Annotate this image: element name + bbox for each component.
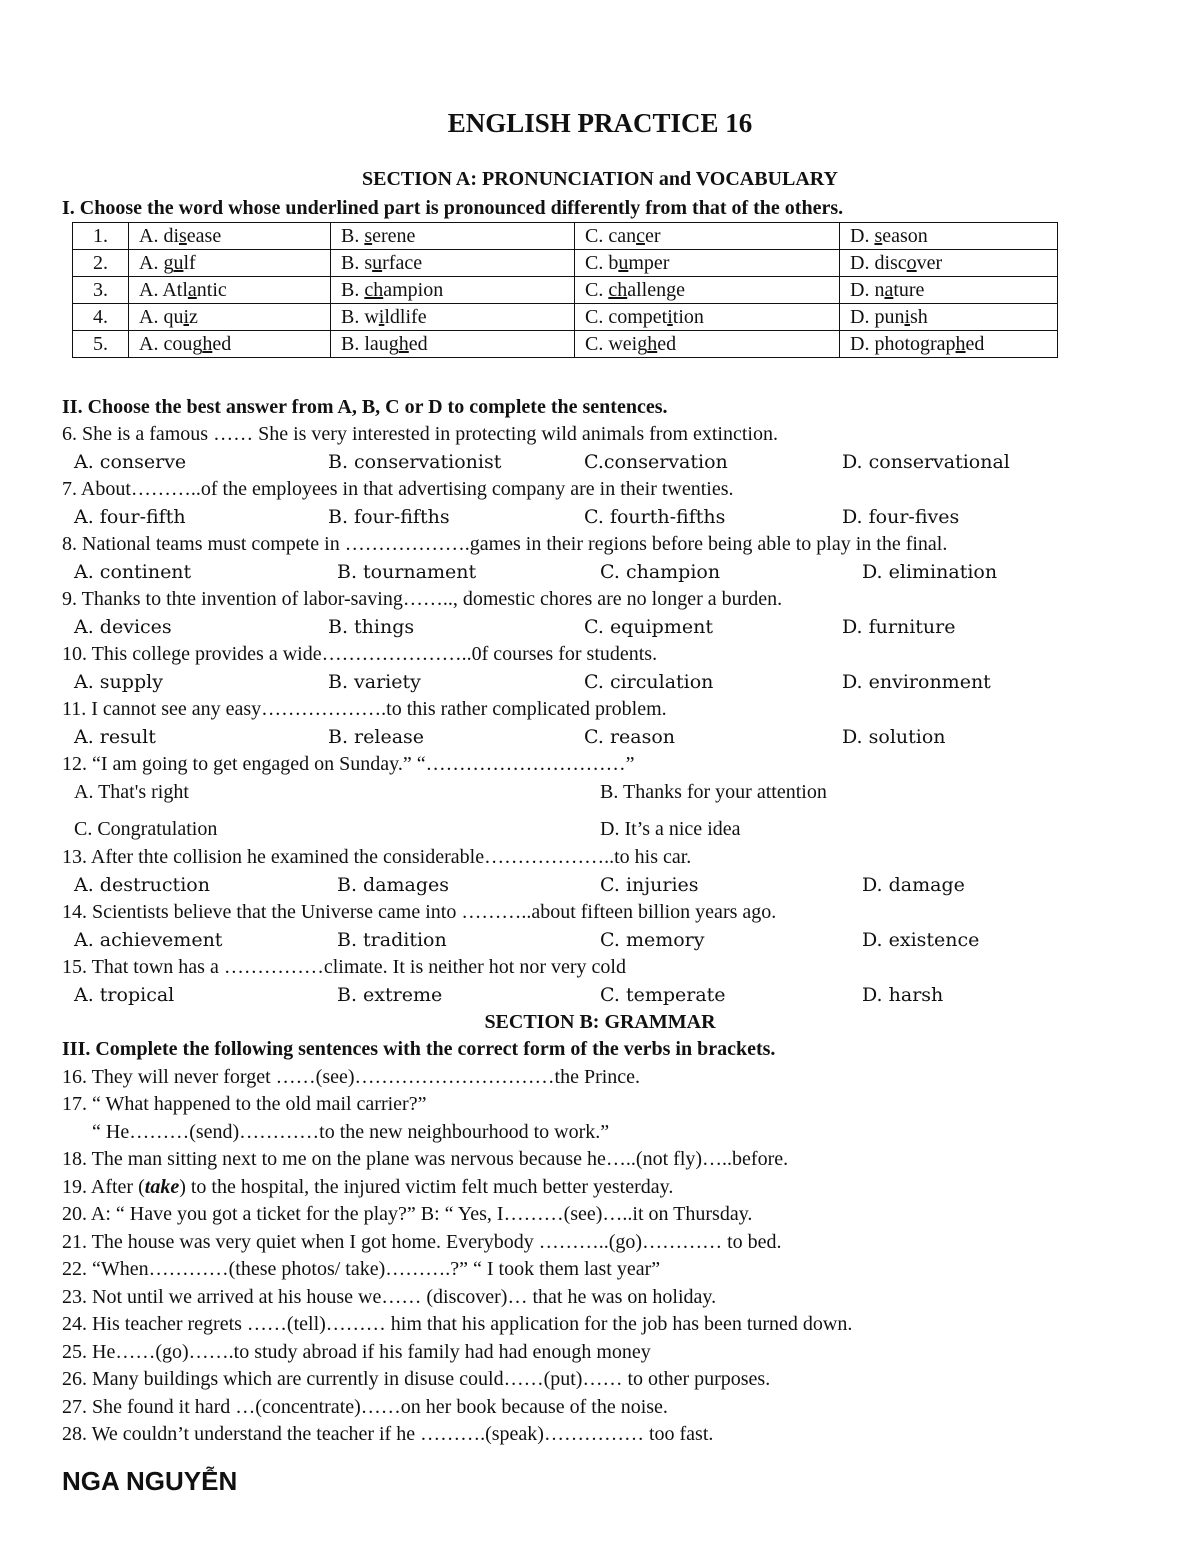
answer-option: A. destruction xyxy=(74,874,210,896)
underlined-part: s xyxy=(179,224,187,247)
question-text: 8. National teams must compete in ……………….games in their regions before being able to play in the final. xyxy=(62,533,948,555)
pronunciation-table xyxy=(72,222,1058,358)
question-text: 11. I cannot see any easy……………….to this rather complicated problem. xyxy=(62,698,667,720)
option-c: C. cancer xyxy=(575,223,840,250)
option-b: B. champion xyxy=(331,277,575,304)
question-number: 4. xyxy=(73,304,129,331)
option-d: D. discover xyxy=(840,250,1058,277)
underlined-part: h xyxy=(398,332,409,355)
answer-option: D. damage xyxy=(862,874,965,896)
answer-option: D. furniture xyxy=(842,616,956,638)
answer-option: A. devices xyxy=(74,616,172,638)
option-b: B. wildlife xyxy=(331,304,575,331)
answer-option: B. conservationist xyxy=(328,451,502,473)
underlined-part: h xyxy=(955,332,966,355)
answer-option: B. damages xyxy=(337,874,450,896)
answer-option: D. environment xyxy=(842,671,991,693)
section-b-heading: SECTION B: GRAMMAR xyxy=(484,1011,716,1033)
answer-option: D. conservational xyxy=(842,451,1010,473)
answer-option: C. Congratulation xyxy=(74,818,218,840)
grammar-sentence: 17. “ What happened to the old mail carrier?” xyxy=(62,1093,427,1115)
underlined-part: i xyxy=(904,305,911,328)
author-name: NGA NGUYỄN xyxy=(62,1466,238,1496)
grammar-sentence: 21. The house was very quiet when I got home. Everybody ………..(go)………… to bed. xyxy=(62,1231,782,1253)
answer-option: D. elimination xyxy=(862,561,998,583)
answer-option: D. harsh xyxy=(862,984,944,1006)
grammar-sentence: 22. “When…………(these photos/ take)……….?” “ I took them last year” xyxy=(62,1258,661,1280)
answer-option: D. four-fives xyxy=(842,506,960,528)
option-d: D. photographed xyxy=(840,331,1058,358)
answer-option: C. injuries xyxy=(600,874,699,896)
question-text: 10. This college provides a wide…………………..0f courses for students. xyxy=(62,643,658,665)
grammar-sentence: 25. He……(go)…….to study abroad if his family had had enough money xyxy=(62,1341,651,1363)
answer-option: B. tournament xyxy=(337,561,477,583)
answer-option: A. achievement xyxy=(74,929,223,951)
table-row xyxy=(73,331,1058,358)
answer-option: D. It’s a nice idea xyxy=(600,818,741,840)
option-b: B. laughed xyxy=(331,331,575,358)
option-a: A. disease xyxy=(129,223,331,250)
answer-option: A. continent xyxy=(74,561,192,583)
underlined-part: a xyxy=(187,278,197,301)
question-text: 14. Scientists believe that the Universe came into ………..about fifteen billion years ago. xyxy=(62,901,777,923)
answer-option: C. equipment xyxy=(584,616,713,638)
option-c: C. competition xyxy=(575,304,840,331)
option-a: A. Atlantic xyxy=(129,277,331,304)
part2-heading: II. Choose the best answer from A, B, C or D to complete the sentences. xyxy=(62,396,668,418)
option-b: B. serene xyxy=(331,223,575,250)
grammar-sentence: 26. Many buildings which are currently in disuse could……(put)…… to other purposes. xyxy=(62,1368,771,1390)
question-text: 15. That town has a ……………climate. It is neither hot nor very cold xyxy=(62,956,626,978)
option-c: C. challenge xyxy=(575,277,840,304)
part1-heading: I. Choose the word whose underlined part is pronounced differently from that of the others. xyxy=(62,197,844,219)
answer-option: A. result xyxy=(74,726,156,748)
grammar-sentence: 24. His teacher regrets ……(tell)……… him that his application for the job has been turned down. xyxy=(62,1313,853,1335)
question-number: 3. xyxy=(73,277,129,304)
answer-option: C. circulation xyxy=(584,671,714,693)
question-text: 13. After thte collision he examined the considerable………………..to his car. xyxy=(62,846,692,868)
table-row xyxy=(73,304,1058,331)
option-c: C. bumper xyxy=(575,250,840,277)
question-text: 9. Thanks to thte invention of labor-saving…….., domestic chores are no longer a burden. xyxy=(62,588,783,610)
option-c: C. weighed xyxy=(575,331,840,358)
answer-option: A. conserve xyxy=(74,451,187,473)
answer-option: B. variety xyxy=(328,671,421,693)
answer-option: D. existence xyxy=(862,929,980,951)
answer-option: B. extreme xyxy=(337,984,443,1006)
answer-option: C. fourth-fifths xyxy=(584,506,726,528)
option-d: D. nature xyxy=(840,277,1058,304)
option-b: B. surface xyxy=(331,250,575,277)
question-text: 7. About………..of the employees in that advertising company are in their twenties. xyxy=(62,478,734,500)
part3-heading: III. Complete the following sentences with the correct form of the verbs in brackets. xyxy=(62,1038,776,1060)
answer-option: A. That's right xyxy=(74,781,189,803)
grammar-sentence: 16. They will never forget ……(see)…………………………the Prince. xyxy=(62,1066,641,1088)
page-title: ENGLISH PRACTICE 16 xyxy=(447,108,753,138)
underlined-part: s xyxy=(364,224,373,247)
answer-option: A. four-fifth xyxy=(74,506,186,528)
grammar-sentence: “ He………(send)…………to the new neighbourhood to work.” xyxy=(92,1121,610,1143)
answer-option: C. memory xyxy=(600,929,705,951)
section-a-heading: SECTION A: PRONUNCIATION and VOCABULARY xyxy=(361,168,838,190)
answer-option: B. four-fifths xyxy=(328,506,450,528)
table-row xyxy=(73,250,1058,277)
answer-option: A. supply xyxy=(74,671,163,693)
question-text: 12. “I am going to get engaged on Sunday.” “…………………………” xyxy=(62,753,635,775)
underlined-part: i xyxy=(667,305,673,328)
table-row xyxy=(73,277,1058,304)
answer-option: A. tropical xyxy=(74,984,175,1006)
grammar-sentence: 27. She found it hard …(concentrate)……on her book because of the noise. xyxy=(62,1396,668,1418)
grammar-sentence: 20. A: “ Have you got a ticket for the play?” B: “ Yes, I………(see)…..it on Thursday. xyxy=(62,1203,753,1225)
grammar-sentence: 19. After (take) to the hospital, the injured victim felt much better yesterday. xyxy=(62,1176,674,1198)
answer-option: C. temperate xyxy=(600,984,726,1006)
option-a: A. quiz xyxy=(129,304,331,331)
underlined-part: u xyxy=(372,251,383,274)
answer-option: B. release xyxy=(328,726,425,748)
underlined-part: i xyxy=(183,305,190,328)
answer-option: D. solution xyxy=(842,726,946,748)
option-d: D. punish xyxy=(840,304,1058,331)
underlined-part: h xyxy=(202,332,213,355)
answer-option: B. Thanks for your attention xyxy=(600,781,827,803)
underlined-part: c xyxy=(636,224,645,247)
grammar-sentence: 18. The man sitting next to me on the plane was nervous because he…..(not fly)…..before. xyxy=(62,1148,789,1170)
underlined-part: i xyxy=(378,305,385,328)
answer-option: B. things xyxy=(328,616,415,638)
grammar-sentence: 28. We couldn’t understand the teacher if he ……….(speak)…………… too fast. xyxy=(62,1423,714,1445)
answer-option: C. reason xyxy=(584,726,676,748)
option-a: A. gulf xyxy=(129,250,331,277)
question-number: 2. xyxy=(73,250,129,277)
grammar-sentence: 23. Not until we arrived at his house we…… (discover)… that he was on holiday. xyxy=(62,1286,717,1308)
table-row xyxy=(73,223,1058,250)
question-text: 6. She is a famous …… She is very interested in protecting wild animals from extinction. xyxy=(62,423,778,445)
answer-option: B. tradition xyxy=(337,929,447,951)
underlined-part: h xyxy=(647,332,658,355)
option-a: A. coughed xyxy=(129,331,331,358)
answer-option: C. champion xyxy=(600,561,721,583)
question-number: 5. xyxy=(73,331,129,358)
option-d: D. season xyxy=(840,223,1058,250)
answer-option: C.conservation xyxy=(584,451,728,473)
underlined-part: u xyxy=(618,251,629,274)
underlined-part: u xyxy=(173,251,184,274)
underlined-part: s xyxy=(874,224,883,247)
underlined-part: ch xyxy=(608,278,628,301)
question-number: 1. xyxy=(73,223,129,250)
underlined-part: ch xyxy=(364,278,384,301)
underlined-part: o xyxy=(906,251,917,274)
underlined-part: a xyxy=(884,278,894,301)
